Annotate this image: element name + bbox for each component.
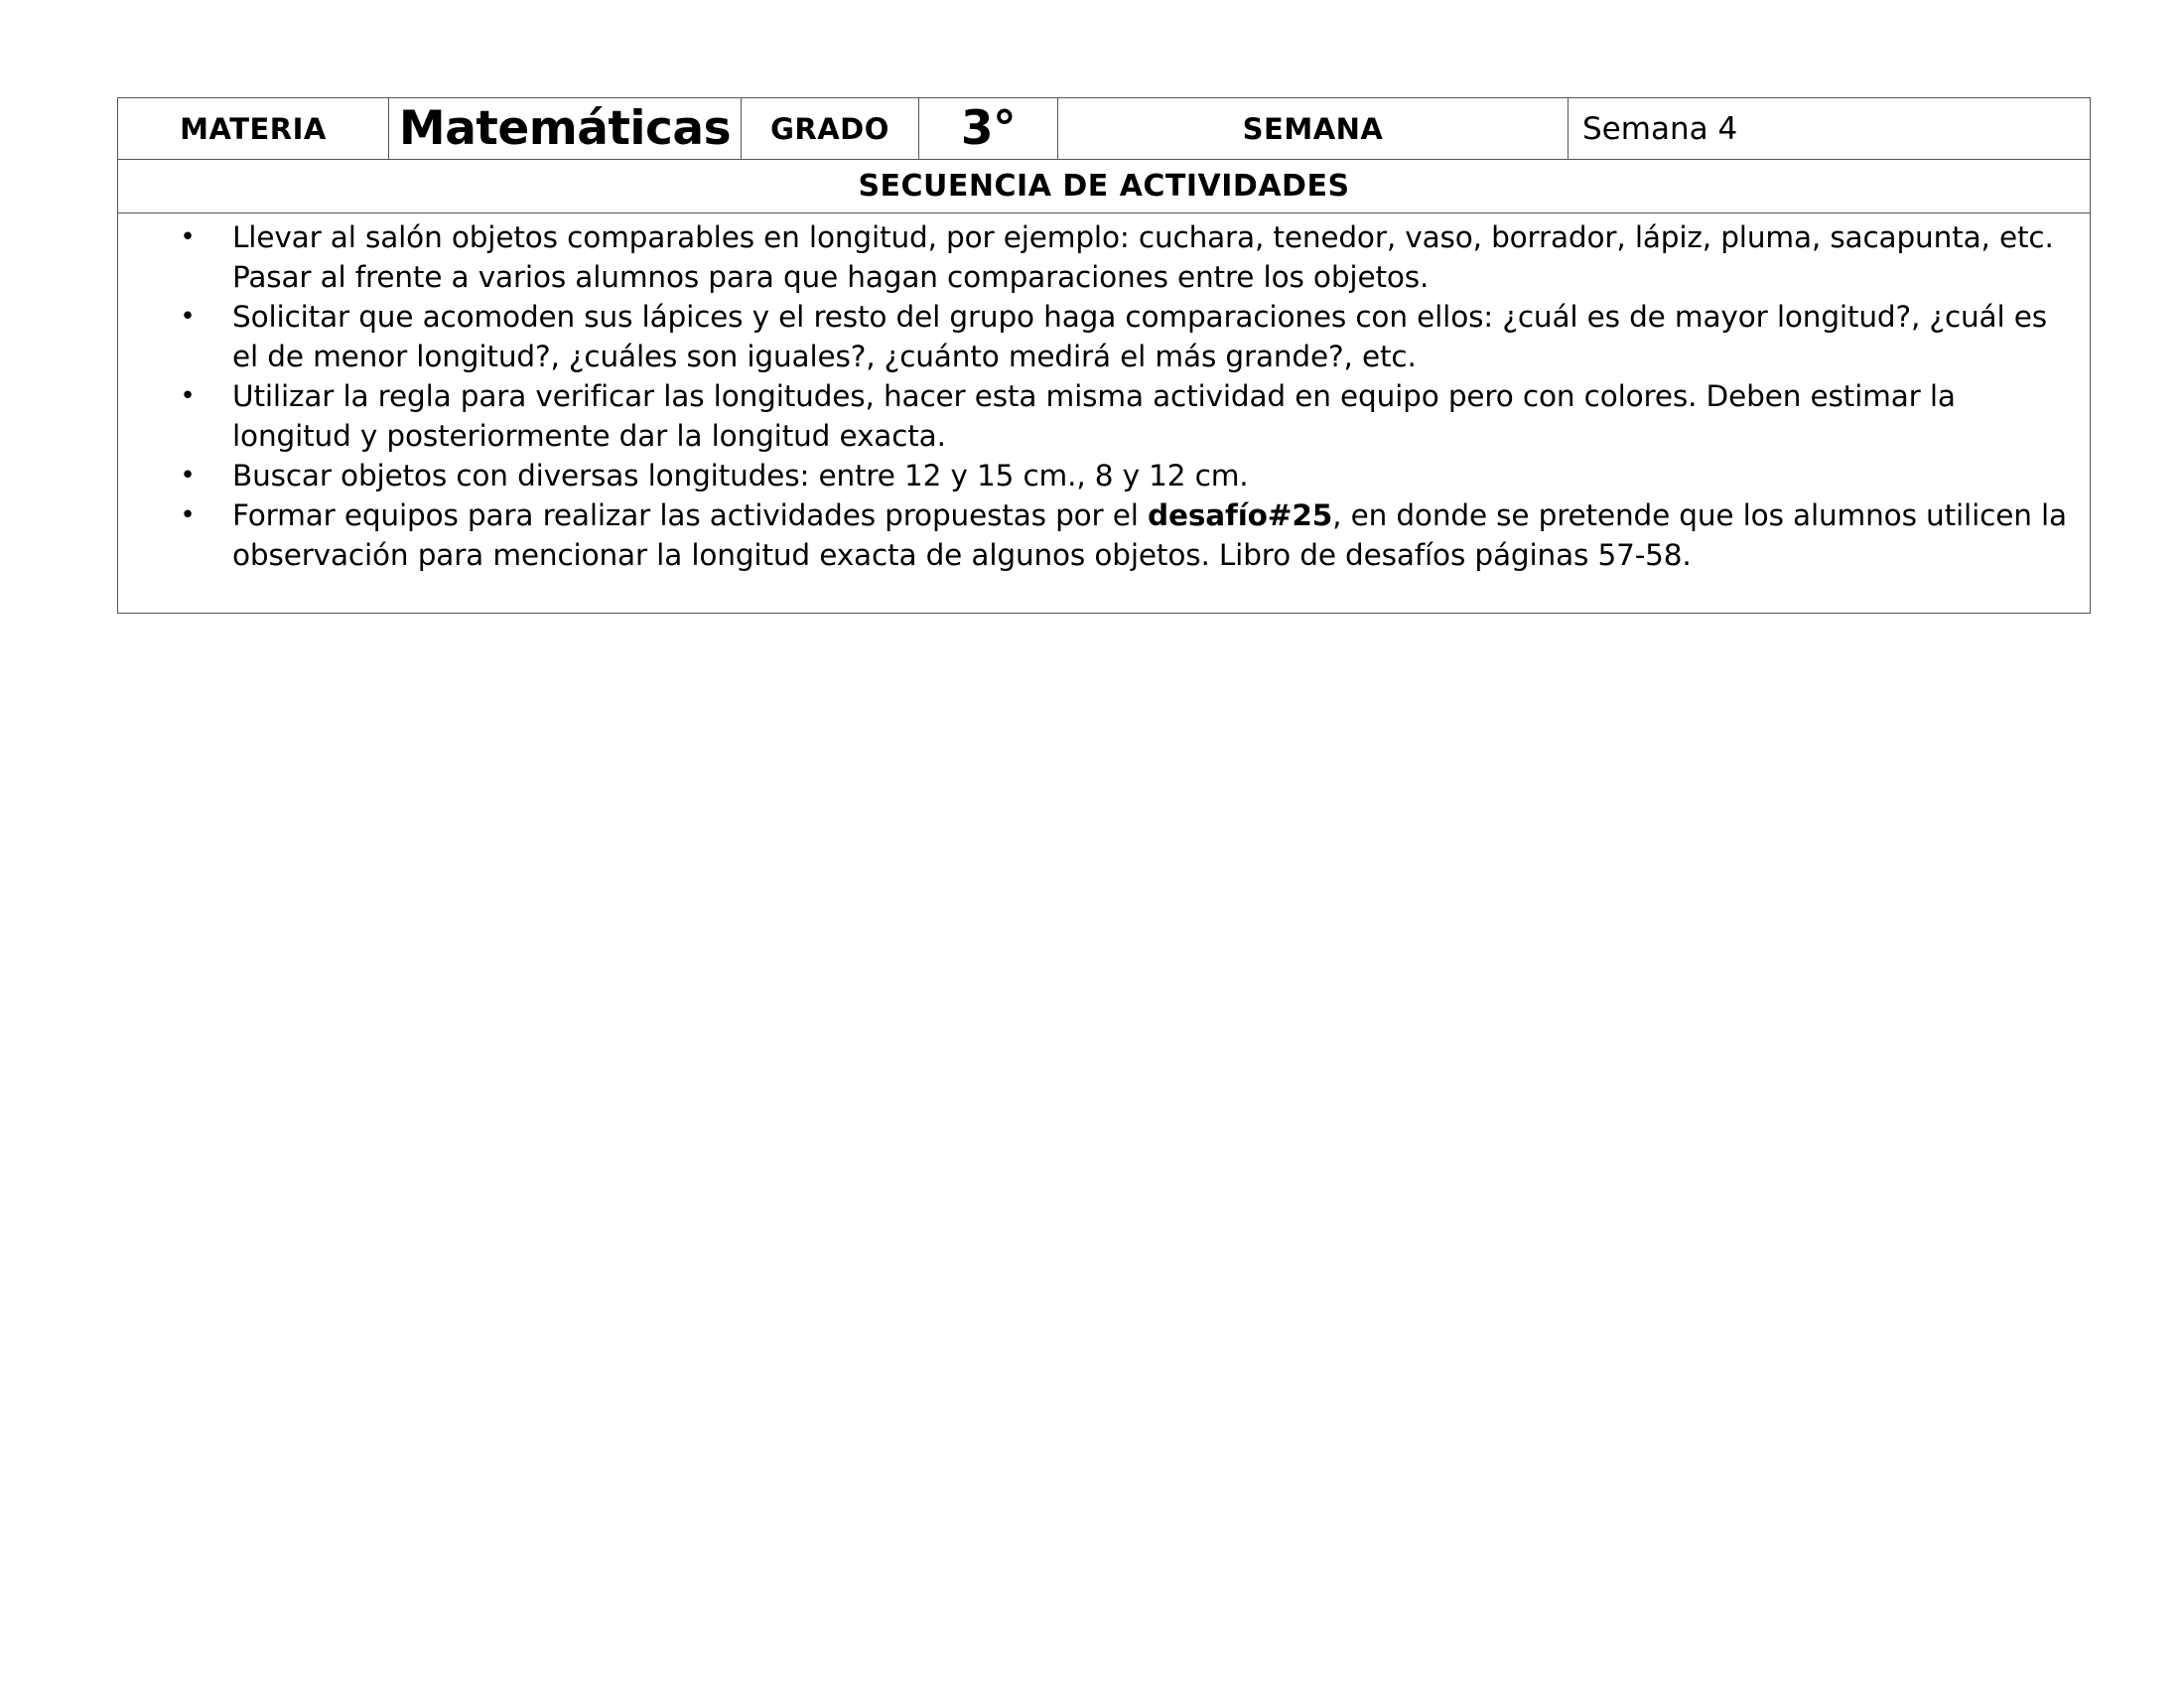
activity-item	[118, 456, 2072, 495]
header-row	[118, 98, 2091, 160]
materia-value: Matemáticas	[389, 98, 742, 160]
grado-label: GRADO	[742, 98, 919, 160]
section-row	[118, 160, 2091, 213]
activities-list	[118, 213, 2090, 575]
activity-text-before: Formar equipos para realizar las actividades propuestas por el	[232, 498, 1149, 532]
activities-cell	[118, 213, 2091, 614]
activity-text-after: , en donde se pretende que los alumnos utilicen la observación para mencionar la longitud exacta de algunos objetos. Libro de desafíos páginas 57-58.	[232, 498, 2067, 572]
materia-label: MATERIA	[118, 98, 389, 160]
activity-text: Llevar al salón objetos comparables en longitud, por ejemplo: cuchara, tenedor, vaso, borrador, lápiz, pluma, sacapunta, etc. Pasar al frente a varios alumnos para que hagan comparaciones entre los objetos.	[232, 220, 2054, 294]
bullet-icon: •	[180, 461, 196, 491]
activities-row	[118, 213, 2091, 614]
bullet-icon: •	[180, 500, 196, 530]
bullet-icon: •	[180, 381, 196, 411]
activity-item	[118, 297, 2072, 376]
activity-item	[118, 495, 2072, 575]
activity-item	[118, 217, 2072, 297]
activity-text: Utilizar la regla para verificar las longitudes, hacer esta misma actividad en equipo pero con colores. Deben estimar la longitud y posteriormente dar la longitud exacta.	[232, 379, 1956, 453]
activity-item	[118, 376, 2072, 456]
activity-text: Solicitar que acomoden sus lápices y el resto del grupo haga comparaciones con ellos: ¿cuál es de mayor longitud?, ¿cuál es el de menor longitud?, ¿cuáles son iguales?, ¿cuánto medirá el más grande?, etc.	[232, 300, 2047, 373]
bullet-icon: •	[180, 302, 196, 332]
semana-value: Semana 4	[1569, 98, 2091, 160]
grado-value: 3°	[919, 98, 1058, 160]
semana-label: SEMANA	[1058, 98, 1569, 160]
challenge-reference: desafío#25	[1148, 498, 1333, 532]
planning-table	[117, 97, 2091, 614]
activity-text: Buscar objetos con diversas longitudes: entre 12 y 15 cm., 8 y 12 cm.	[232, 459, 1249, 492]
section-title: SECUENCIA DE ACTIVIDADES	[118, 160, 2091, 213]
bullet-icon: •	[180, 222, 196, 252]
